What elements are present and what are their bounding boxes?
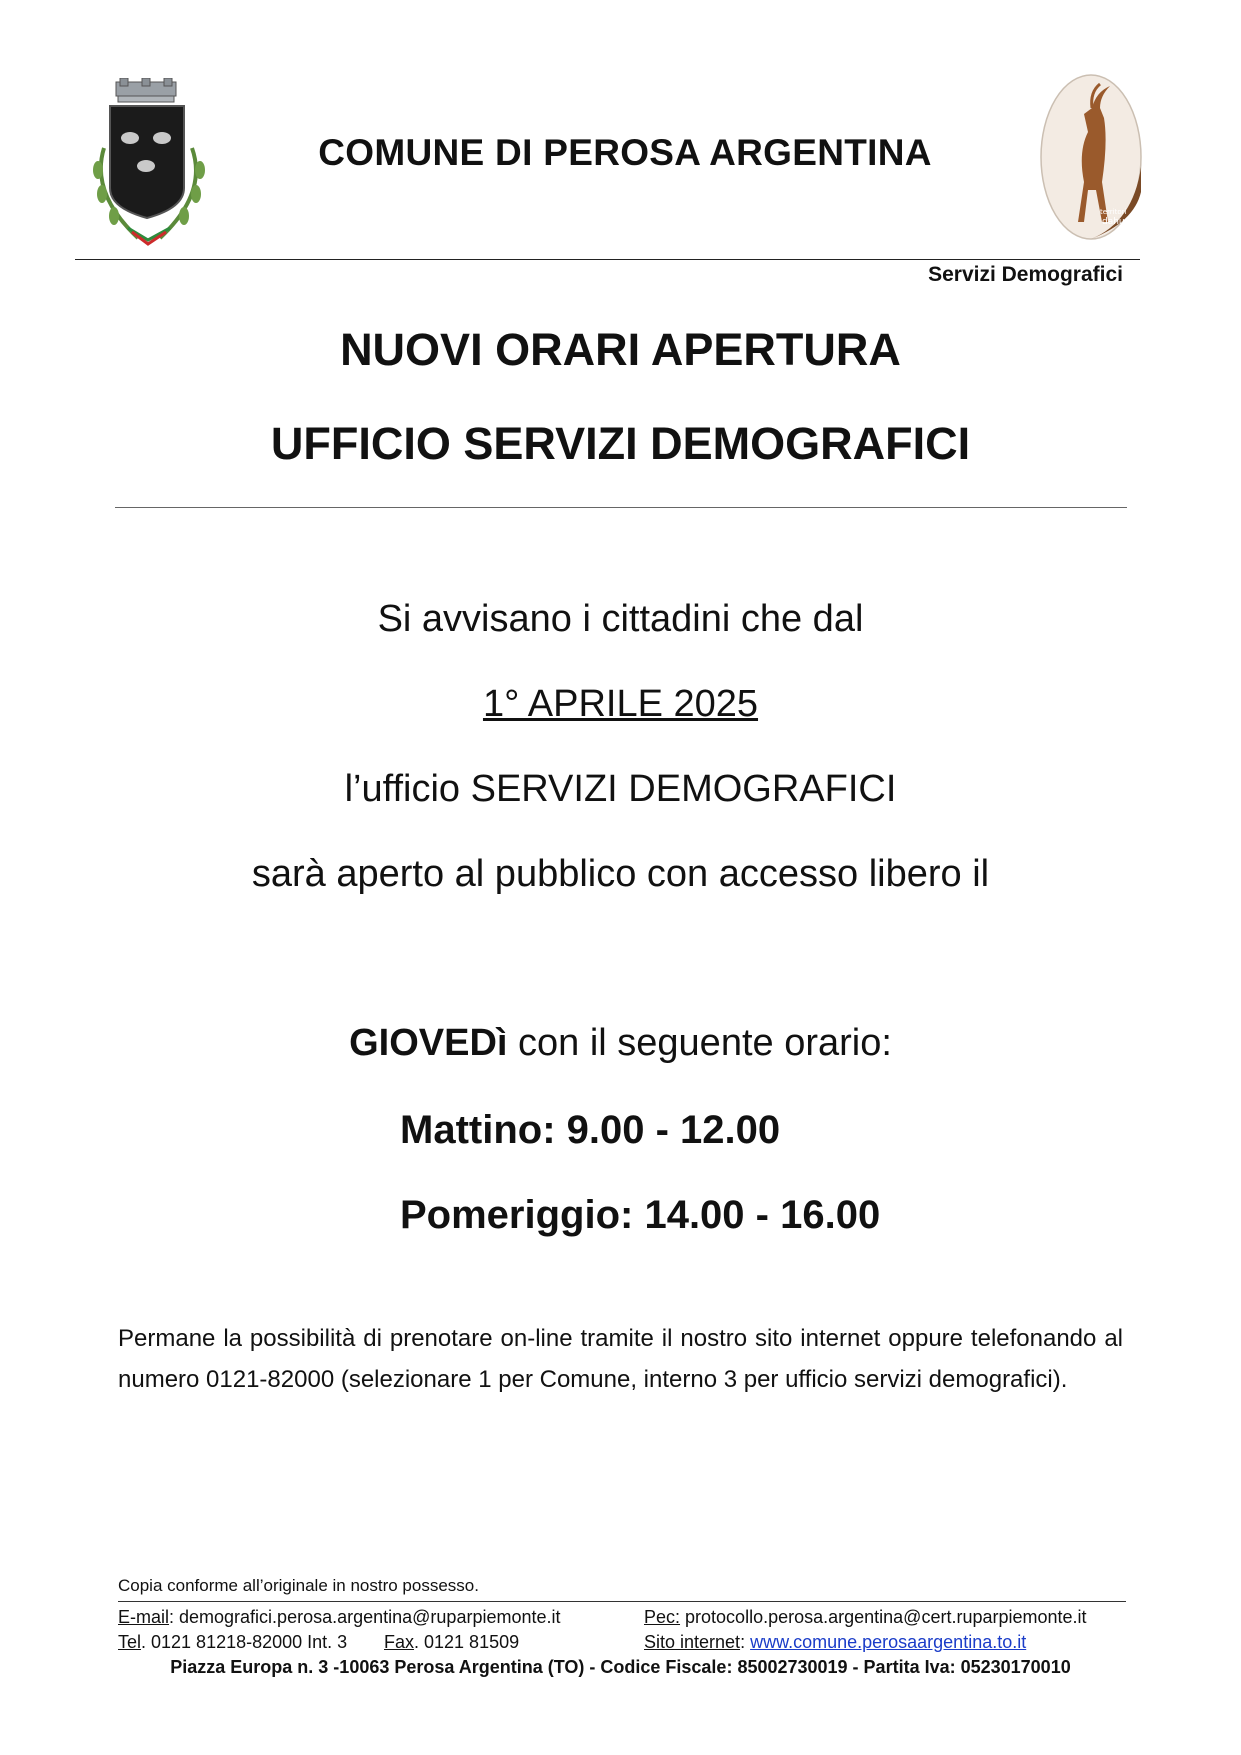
footer-tel	[118, 1632, 347, 1653]
footer-address: Piazza Europa n. 3 -10063 Perosa Argentina (TO) - Codice Fiscale: 85002730019 - Partita Iva: 05230170010	[170, 1657, 1071, 1677]
notice-office: l’ufficio SERVIZI DEMOGRAFICI	[344, 768, 897, 810]
copy-note: Copia conforme all’originale in nostro possesso.	[118, 1576, 479, 1595]
website-link[interactable]: www.comune.perosaargentina.to.it	[750, 1632, 1027, 1652]
booking-paragraph: Permane la possibilità di prenotare on-line tramite il nostro sito internet oppure telefonando al numero 0121-82000 (selezionare 1 per Comune, interno 3 per ufficio servizi demografici).	[118, 1325, 1123, 1393]
notice-date-row	[0, 683, 1241, 726]
notice-day-suffix: con il seguente orario:	[507, 1022, 892, 1064]
department-label: Servizi Demografici	[928, 263, 1123, 286]
notice-day: GIOVEDì	[349, 1022, 508, 1064]
headline-divider	[115, 507, 1127, 508]
headline-line-2: UFFICIO SERVIZI DEMOGRAFICI	[270, 418, 971, 469]
notice-access: sarà aperto al pubblico con accesso libero il	[251, 853, 990, 895]
pec-value: protocollo.perosa.argentina@cert.ruparpiemonte.it	[680, 1607, 1087, 1627]
dahu-logo	[1038, 72, 1144, 242]
notice-day-row	[0, 1022, 1241, 1065]
email-label: E-mail	[118, 1607, 170, 1627]
hours-afternoon: Pomeriggio: 14.00 - 16.00	[400, 1193, 881, 1237]
site-label: Sito internet	[644, 1632, 741, 1652]
footer-email	[118, 1607, 561, 1628]
notice-intro: Si avvisano i cittadini che dal	[377, 598, 864, 640]
tel-label: Tel	[118, 1632, 142, 1652]
site-sep: :	[740, 1632, 751, 1652]
notice-date: 1° APRILE 2025	[482, 683, 759, 725]
pec-label: Pec:	[644, 1607, 681, 1627]
footer-divider	[118, 1601, 1126, 1602]
logo-text-dahu: dahu	[1102, 217, 1125, 227]
headline-line-1: NUOVI ORARI APERTURA	[340, 324, 901, 375]
footer-fax	[384, 1632, 519, 1653]
footer-site	[644, 1632, 1026, 1653]
municipality-title: COMUNE DI PEROSA ARGENTINA	[318, 132, 932, 173]
fax-label: Fax	[384, 1632, 415, 1652]
header-divider	[75, 259, 1140, 260]
footer-pec	[644, 1607, 1087, 1628]
fax-value: . 0121 81509	[414, 1632, 520, 1652]
email-value: : demografici.perosa.argentina@ruparpiemonte.it	[169, 1607, 561, 1627]
logo-text-territori: territori	[1100, 208, 1127, 216]
hours-morning: Mattino: 9.00 - 12.00	[400, 1108, 781, 1152]
municipal-crest-logo	[88, 78, 210, 248]
tel-value: . 0121 81218-82000 Int. 3	[141, 1632, 348, 1652]
